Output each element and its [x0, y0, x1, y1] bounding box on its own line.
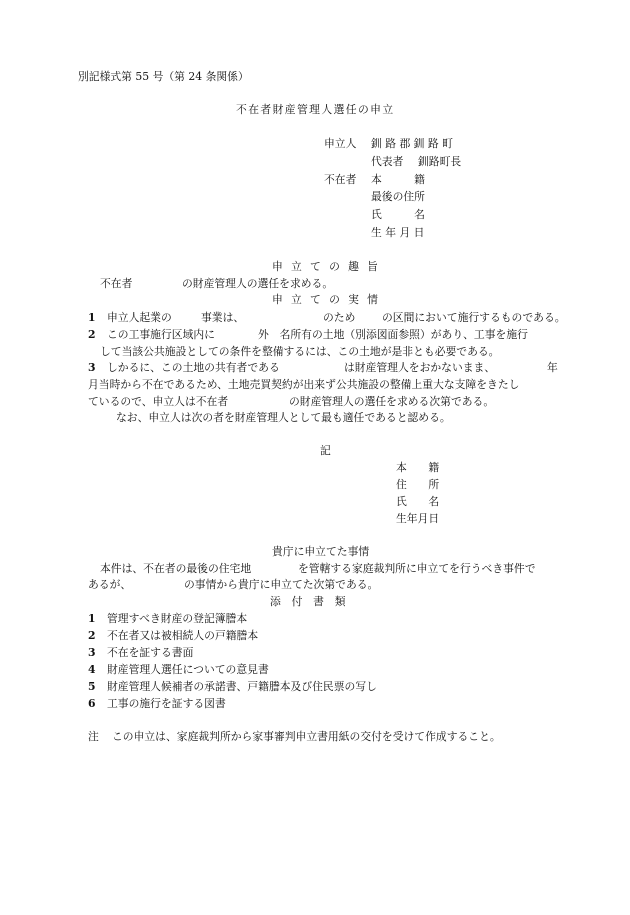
- attachment-number: 6: [88, 697, 96, 710]
- attachment-text: 工事の施行を証する図書: [107, 697, 226, 710]
- facts-item2-c: して当該公共施設としての条件を整備するには、この土地が是非とも必要である。: [100, 345, 500, 358]
- facts-item3-e: ているので、申立人は不在者: [88, 395, 229, 408]
- facts-item1-a: 申立人起業の: [107, 311, 172, 324]
- facts-item1-d: の区間において施行するものである。: [382, 311, 566, 324]
- purpose-absentee: 不在者: [100, 277, 133, 290]
- attachment-number: 2: [88, 629, 96, 642]
- facts-item3-f: の財産管理人の選任を求める次第である。: [289, 395, 495, 408]
- document-title: 不在者財産管理人選任の申立: [236, 103, 395, 116]
- attachment-text: 不在を証する書面: [107, 646, 194, 659]
- attachment-text: 財産管理人候補者の承諾書、戸籍謄本及び住民票の写し: [107, 680, 377, 693]
- attachment-number: 3: [88, 646, 96, 659]
- ki-marker: 記: [320, 444, 331, 457]
- absentee-birth-date: 生 年 月 日: [371, 226, 425, 239]
- absentee-honseki: 本 籍: [371, 173, 425, 186]
- reason-line1-b: を管轄する家庭裁判所に申立てを行うべき事件で: [298, 562, 536, 575]
- candidate-name: 氏 名: [396, 495, 440, 508]
- reason-heading: 貴庁に申立てた事情: [272, 545, 370, 558]
- facts-item1-number: 1: [88, 311, 96, 324]
- facts-item1-c: のため: [323, 311, 356, 324]
- facts-item1-b: 事業は、: [201, 311, 245, 324]
- facts-item3-d: 月当時から不在であるため、土地売買契約が出来ず公共施設の整備上重大な支障をきたし: [88, 378, 520, 391]
- attachment-text: 不在者又は被相続人の戸籍謄本: [107, 629, 259, 642]
- attachment-number: 5: [88, 680, 96, 693]
- attachment-number: 4: [88, 663, 96, 676]
- attachment-text: 管理すべき財産の登記簿謄本: [107, 612, 248, 625]
- candidate-address: 住 所: [396, 478, 440, 491]
- purpose-text: の財産管理人の選任を求める。: [182, 277, 334, 290]
- attachment-number: 1: [88, 612, 96, 625]
- footnote-label: 注: [88, 730, 99, 743]
- reason-line1-a: 本件は、不在者の最後の住宅地: [100, 562, 252, 575]
- purpose-heading: 申 立 て の 趣 旨: [272, 260, 381, 273]
- facts-item2-b: 外 名所有の土地（別添図面参照）があり、工事を施行: [258, 328, 528, 341]
- petitioner-label: 申立人: [324, 137, 357, 150]
- candidate-honseki: 本 籍: [396, 461, 440, 474]
- representative-label: 代表者: [371, 155, 404, 168]
- form-number: 別記様式第 55 号（第 24 条関係）: [78, 70, 249, 83]
- candidate-birth-date: 生年月日: [396, 512, 440, 525]
- petitioner-name: 釧 路 郡 釧 路 町: [371, 137, 453, 150]
- absentee-name: 氏 名: [371, 208, 425, 221]
- footnote-text: この申立は、家庭裁判所から家事審判申立書用紙の交付を受けて作成すること。: [112, 730, 501, 743]
- facts-item3-b: は財産管理人をおかないまま、: [344, 361, 496, 374]
- absentee-label: 不在者: [324, 173, 357, 186]
- attachment-text: 財産管理人選任についての意見書: [107, 663, 269, 676]
- reason-line2-a: あるが、: [88, 578, 132, 591]
- facts-note: なお、申立人は次の者を財産管理人として最も適任であると認める。: [116, 411, 451, 424]
- facts-item2-a: この工事施行区域内に: [107, 328, 215, 341]
- facts-item2-number: 2: [88, 328, 96, 341]
- facts-item3-number: 3: [88, 361, 96, 374]
- representative-name: 釧路町長: [418, 155, 462, 168]
- facts-heading: 申 立 て の 実 情: [272, 293, 381, 306]
- facts-item3-c: 年: [547, 361, 558, 374]
- absentee-last-address: 最後の住所: [371, 190, 425, 203]
- attachments-heading: 添 付 書 類: [270, 595, 346, 608]
- facts-item3-a: しかるに、この土地の共有者である: [107, 361, 280, 374]
- reason-line2-b: の事情から貴庁に申立てた次第である。: [184, 578, 379, 591]
